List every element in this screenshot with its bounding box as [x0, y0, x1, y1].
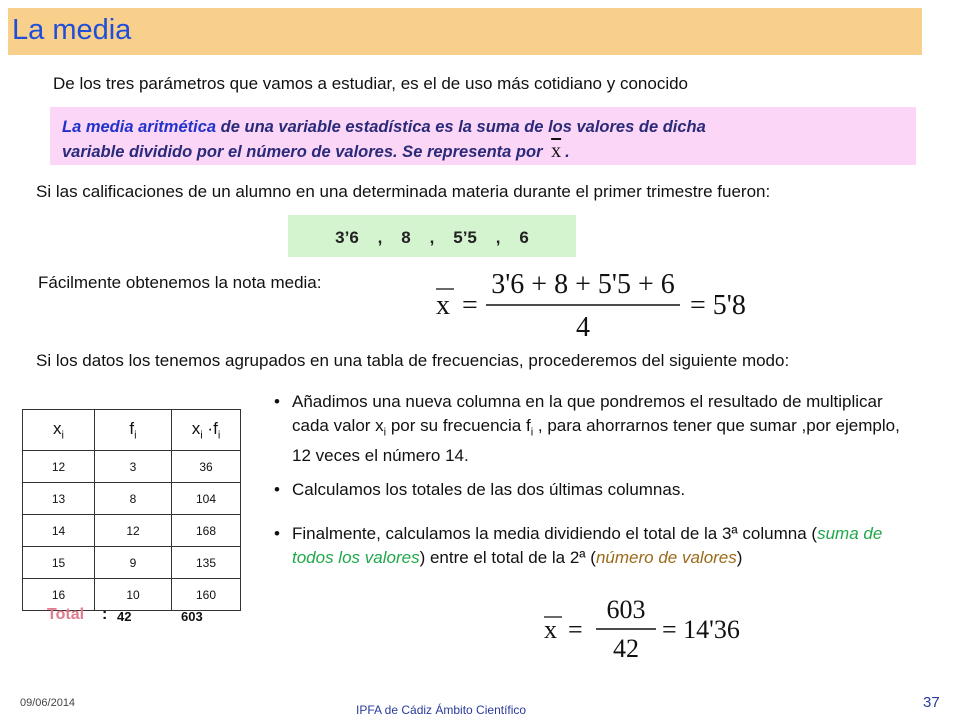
intro-text: De los tres parámetros que vamos a estudiar, es el de uso más cotidiano y conocido: [53, 74, 689, 93]
step-2: • Calculamos los totales de las dos últimas columnas.: [274, 480, 686, 499]
definition-text: [62, 115, 912, 164]
cell-xifi: 36: [172, 451, 241, 483]
table-row: [23, 451, 241, 483]
cell-xifi: 135: [172, 547, 241, 579]
cell-xi: 13: [23, 483, 95, 515]
formula2-x-symbol: x: [544, 615, 557, 644]
cell-xi: 12: [23, 451, 95, 483]
total-xifi: 603: [181, 609, 203, 624]
table-row: [23, 547, 241, 579]
definition-text-1: de una variable estadística es la suma de los valores de dicha: [216, 118, 706, 136]
cell-fi: 8: [95, 483, 172, 515]
svg-text:=: =: [568, 615, 583, 644]
page-number: 37: [923, 694, 940, 711]
formula-result: = 5'8: [690, 290, 746, 321]
step-3: • Finalmente, calculamos la media dividiendo el total de la 3ª columna (suma de todos los valores) entre el total de la 2ª (número de valores): [274, 524, 883, 567]
grouped-mean-formula: [540, 590, 790, 662]
step-1: • Añadimos una nueva columna en la que pondremos el resultado de multiplicar cada valor $x_i$ por su frecuencia $f_i$ , para ahorrarnos tener que sumar ,por ejemplo, 12 veces el número 14.: [274, 392, 900, 466]
table-row: [23, 483, 241, 515]
mean-formula: [428, 268, 808, 340]
svg-text:=: =: [462, 290, 478, 321]
formula-x-symbol: x: [436, 290, 450, 321]
cell-fi: 3: [95, 451, 172, 483]
total-colon: :: [102, 606, 108, 623]
formula2-denominator: 42: [613, 634, 639, 662]
cell-xifi: 160: [172, 579, 241, 611]
cell-fi: 10: [95, 579, 172, 611]
cell-xi: 14: [23, 515, 95, 547]
footer-date: 09/06/2014: [20, 697, 76, 709]
frequency-table: [22, 409, 241, 611]
header-xifi: $x_i \cdot f_i$: [172, 410, 241, 451]
example-text: Si las calificaciones de un alumno en una determinada materia durante el primer trimestre fueron:: [36, 182, 771, 201]
page-title: La media: [12, 14, 132, 46]
total-label: Total: [47, 606, 85, 623]
total-fi: 42: [117, 609, 132, 624]
definition-term: La media aritmética: [62, 118, 217, 136]
definition-end: .: [565, 143, 570, 161]
formula2-numerator: 603: [606, 595, 646, 624]
mean-intro-text: Fácilmente obtenemos la nota media:: [38, 273, 322, 292]
formula-denominator: 4: [576, 312, 590, 340]
grouped-data-text: Si los datos los tenemos agrupados en una tabla de frecuencias, procederemos del siguiente modo:: [36, 351, 790, 370]
mean-symbol: $\overline{x}$: [551, 140, 562, 162]
formula2-result: = 14'36: [662, 615, 740, 644]
table-row: [23, 515, 241, 547]
footer-center: IPFA de Cádiz Ámbito Científico: [356, 703, 527, 717]
header-fi: $f_i$: [95, 410, 172, 451]
cell-xifi: 104: [172, 483, 241, 515]
cell-xi: 16: [23, 579, 95, 611]
cell-xifi: 168: [172, 515, 241, 547]
header-xi: $x_i$: [23, 410, 95, 451]
cell-fi: 9: [95, 547, 172, 579]
formula-numerator: 3'6 + 8 + 5'5 + 6: [491, 269, 675, 300]
definition-text-2: variable dividido por el número de valores. Se representa por: [62, 143, 543, 161]
cell-fi: 12: [95, 515, 172, 547]
grades-values: 3’6 , 8 , 5’5 , 6: [335, 228, 529, 247]
cell-xi: 15: [23, 547, 95, 579]
title-bar: [8, 8, 922, 55]
